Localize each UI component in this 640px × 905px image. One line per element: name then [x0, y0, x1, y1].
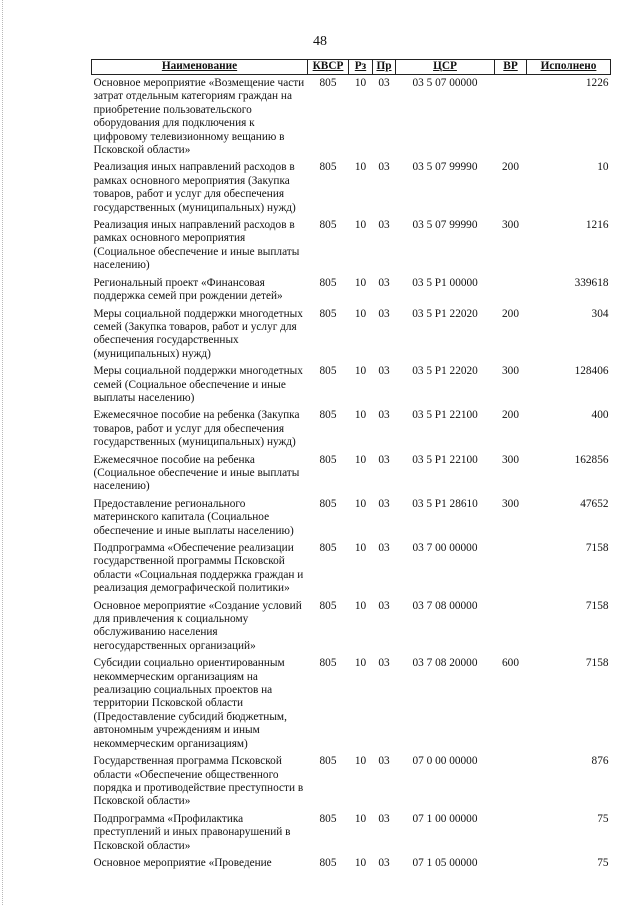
table-row	[92, 217, 611, 275]
cell-amount: 7158	[585, 599, 609, 612]
table-row	[92, 496, 611, 540]
cell-amount: 304	[591, 307, 609, 320]
header-amount: Исполнено	[527, 60, 611, 75]
cell-kvsr: 805	[319, 755, 337, 768]
cell-amount: 47652	[580, 497, 609, 510]
cell-rz: 10	[354, 365, 367, 378]
cell-vr	[495, 598, 527, 656]
cell-rz: 10	[354, 497, 367, 510]
table-row	[92, 598, 611, 656]
cell-name: Подпрограмма «Обеспечение реализации государственной программы Псковской области «Социальная поддержка граждан и реализация демографической политики»	[93, 542, 304, 595]
cell-vr	[495, 275, 527, 306]
cell-name: Меры социальной поддержки многодетных семей (Социальное обеспечение и иные выплаты населению)	[93, 365, 303, 404]
cell-vr: 200	[502, 307, 519, 320]
cell-pr: 03	[378, 219, 390, 232]
cell-name: Субсидии социально ориентированным некоммерческим организациям на реализацию социальных проектов на территории Псковской области (Предоставление субсидий бюджетным, автономным учреждениям и иным некоммерческим организациям)	[93, 657, 287, 750]
cell-pr: 03	[378, 307, 390, 320]
cell-pr: 03	[378, 276, 390, 289]
cell-pr: 03	[378, 365, 390, 378]
cell-pr: 03	[378, 161, 390, 174]
cell-name: Основное мероприятие «Проведение	[93, 856, 272, 869]
cell-name: Реализация иных направлений расходов в рамках основного мероприятия (Социальное обеспечение и иные выплаты населению)	[93, 219, 300, 272]
cell-csr: 03 7 08 20000	[412, 657, 478, 670]
cell-rz: 10	[354, 77, 367, 89]
header-name: Наименование	[92, 60, 308, 75]
cell-vr	[495, 811, 527, 855]
cell-amount: 7158	[585, 542, 609, 554]
table-row	[92, 159, 611, 217]
cell-rz: 10	[354, 219, 367, 232]
page-number: 48	[313, 34, 327, 49]
cell-kvsr: 805	[319, 856, 337, 869]
cell-csr: 03 7 00 00000	[412, 542, 478, 554]
header-kvsr: КВСР	[308, 60, 349, 75]
table-row	[92, 655, 611, 753]
cell-csr: 03 5 P1 22020	[412, 365, 478, 378]
cell-kvsr: 805	[319, 276, 337, 289]
cell-csr: 03 5 07 99990	[412, 161, 478, 174]
cell-vr	[495, 75, 527, 160]
cell-kvsr: 805	[319, 497, 337, 510]
cell-amount: 75	[597, 856, 609, 869]
cell-amount: 1226	[585, 77, 609, 89]
cell-amount: 400	[591, 409, 609, 422]
cell-csr: 03 5 P1 22020	[412, 307, 478, 320]
cell-kvsr: 805	[319, 657, 337, 670]
cell-pr: 03	[378, 453, 390, 466]
cell-kvsr: 805	[319, 307, 337, 320]
cell-rz: 10	[354, 409, 367, 422]
cell-vr: 300	[502, 453, 519, 466]
cell-name: Ежемесячное пособие на ребенка (Закупка товаров, работ и услуг для обеспечения государственных (муниципальных) нужд)	[93, 409, 300, 449]
cell-vr: 300	[502, 219, 519, 232]
cell-kvsr: 805	[319, 365, 337, 378]
cell-csr: 03 5 P1 00000	[412, 276, 478, 289]
cell-rz: 10	[354, 453, 367, 466]
cell-name: Предоставление регионального материнского капитала (Социальное обеспечение и иные выплаты населению)	[93, 497, 294, 537]
table-row	[92, 452, 611, 496]
cell-rz: 10	[354, 856, 367, 869]
cell-amount: 10	[597, 161, 609, 174]
cell-vr	[495, 540, 527, 598]
cell-pr: 03	[378, 657, 390, 670]
cell-csr: 03 5 07 00000	[412, 77, 478, 89]
table-row	[92, 407, 611, 451]
cell-rz: 10	[354, 161, 367, 174]
cell-kvsr: 805	[319, 409, 337, 422]
cell-pr: 03	[378, 497, 390, 510]
cell-rz: 10	[354, 307, 367, 320]
cell-pr: 03	[378, 599, 390, 612]
cell-pr: 03	[378, 812, 390, 825]
cell-name: Меры социальной поддержки многодетных семей (Закупка товаров, работ и услуг для обеспечения государственных (муниципальных) нужд)	[93, 307, 303, 360]
cell-csr: 07 1 00 00000	[412, 812, 478, 825]
cell-csr: 03 7 08 00000	[412, 599, 478, 612]
table-row	[92, 363, 611, 407]
table-row	[92, 753, 611, 811]
cell-amount: 876	[591, 755, 609, 768]
table-row	[92, 306, 611, 364]
cell-rz: 10	[354, 812, 367, 825]
cell-pr: 03	[378, 542, 390, 554]
header-csr: ЦСР	[396, 60, 495, 75]
cell-vr: 200	[502, 409, 519, 422]
cell-rz: 10	[354, 657, 367, 670]
cell-csr: 03 5 P1 22100	[412, 409, 478, 422]
cell-csr: 03 5 P1 28610	[412, 497, 478, 510]
cell-amount: 339618	[574, 276, 609, 289]
cell-kvsr: 805	[319, 219, 337, 232]
cell-name: Подпрограмма «Профилактика преступлений и иных правонарушений в Псковской области»	[93, 812, 291, 852]
cell-amount: 7158	[585, 657, 609, 670]
table-row	[92, 275, 611, 306]
cell-vr: 300	[502, 497, 519, 510]
cell-kvsr: 805	[319, 812, 337, 825]
cell-name: Государственная программа Псковской области «Обеспечение общественного порядка и противодействие преступности в Псковской области»	[93, 755, 304, 808]
cell-amount: 75	[597, 812, 609, 825]
cell-name: Основное мероприятие «Создание условий для привлечения к социальному обслуживанию населения негосударственных организаций»	[93, 599, 302, 652]
cell-vr: 300	[502, 365, 519, 378]
cell-csr: 07 1 05 00000	[412, 856, 478, 869]
cell-amount: 1216	[585, 219, 609, 232]
budget-table	[91, 59, 611, 872]
cell-kvsr: 805	[319, 161, 337, 174]
cell-name: Ежемесячное пособие на ребенка (Социальное обеспечение и иные выплаты населению)	[93, 453, 300, 493]
cell-rz: 10	[354, 542, 367, 554]
cell-vr	[495, 855, 527, 872]
cell-amount: 128406	[574, 365, 609, 378]
table-row	[92, 855, 611, 872]
cell-vr: 200	[502, 161, 519, 174]
page-left-edge	[2, 0, 6, 905]
cell-csr: 03 5 07 99990	[412, 219, 478, 232]
cell-csr: 07 0 00 00000	[412, 755, 478, 768]
cell-rz: 10	[354, 599, 367, 612]
cell-name: Региональный проект «Финансовая поддержка семей при рождении детей»	[93, 276, 283, 303]
cell-rz: 10	[354, 276, 367, 289]
header-pr: Пр	[373, 60, 396, 75]
cell-csr: 03 5 P1 22100	[412, 453, 478, 466]
cell-pr: 03	[378, 409, 390, 422]
cell-amount: 162856	[574, 453, 609, 466]
table-row	[92, 540, 611, 598]
cell-rz: 10	[354, 755, 367, 768]
cell-kvsr: 805	[319, 453, 337, 466]
cell-name: Основное мероприятие «Возмещение части затрат отдельным категориям граждан на приобретение пользовательского оборудования для подключения к цифровому телевизионному вещанию в Псковской области»	[93, 77, 305, 157]
cell-name: Реализация иных направлений расходов в рамках основного мероприятия (Закупка товаров, работ и услуг для обеспечения государственных (муниципальных) нужд)	[93, 161, 296, 214]
cell-pr: 03	[378, 77, 390, 89]
cell-kvsr: 805	[319, 542, 337, 554]
cell-kvsr: 805	[319, 77, 337, 89]
header-vr: ВР	[495, 60, 527, 75]
table-row	[92, 811, 611, 855]
cell-vr: 600	[502, 657, 519, 670]
cell-pr: 03	[378, 856, 390, 869]
cell-kvsr: 805	[319, 599, 337, 612]
cell-vr	[495, 753, 527, 811]
table-row	[92, 75, 611, 160]
header-rz: Рз	[349, 60, 373, 75]
table-header-row	[92, 60, 611, 75]
cell-pr: 03	[378, 755, 390, 768]
